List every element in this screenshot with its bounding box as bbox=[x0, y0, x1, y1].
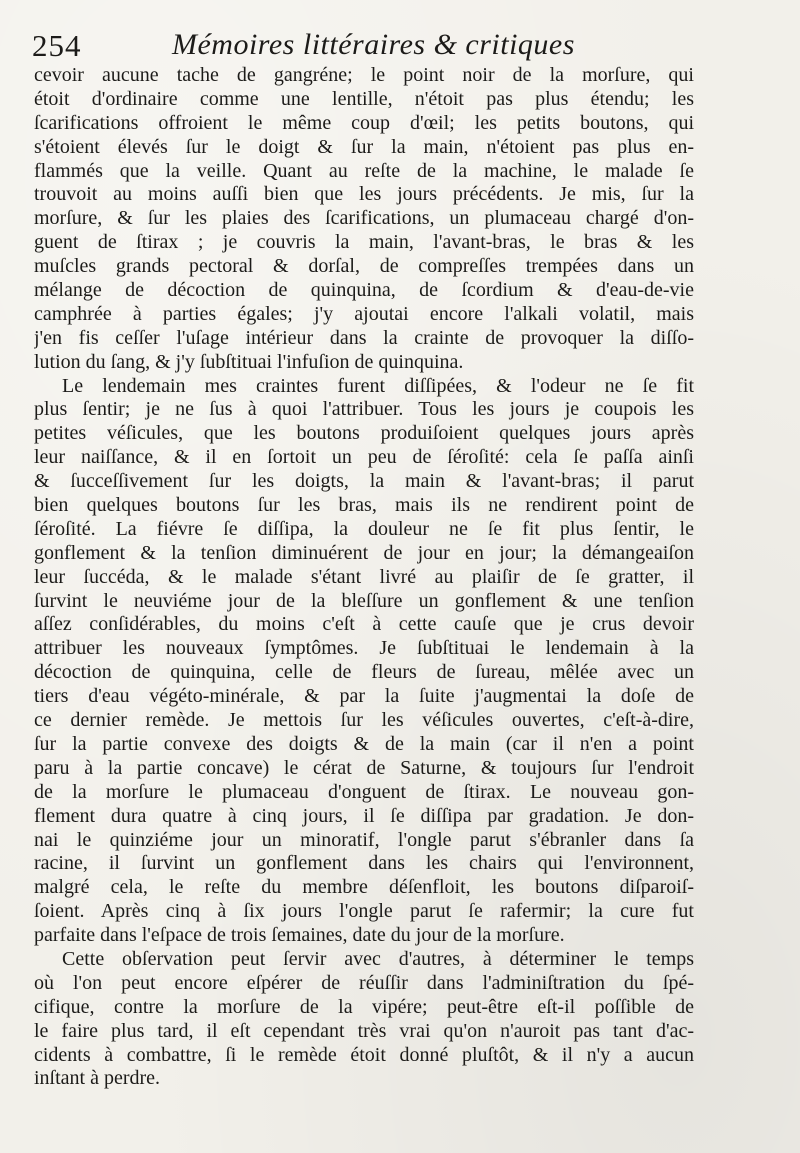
text-line: racine, il ſurvint un gonflement dans les chairs qui l'environnent, bbox=[34, 852, 694, 875]
body-text bbox=[34, 64, 694, 1091]
text-line: muſcles grands pectoral & dorſal, de compreſſes trempées dans un bbox=[34, 255, 694, 278]
text-line: paru à la partie concave) le cérat de Saturne, & toujours ſur l'endroit bbox=[34, 756, 694, 779]
text-line: gonflement & la tenſion diminuérent de jour en jour; la démangeaiſon bbox=[34, 541, 694, 564]
page-number: 254 bbox=[32, 28, 82, 63]
text-line: j'en fis ceſſer l'uſage intérieur dans la crainte de provoquer la diſſo- bbox=[34, 326, 694, 349]
text-line: cifique, contre la morſure de la vipére; peut-être eſt-il poſſible de bbox=[34, 995, 694, 1018]
text-line: cevoir aucune tache de gangréne; le point noir de la morſure, qui bbox=[34, 64, 694, 86]
text-line: tiers d'eau végéto-minérale, & par la ſuite j'augmentai la doſe de bbox=[34, 685, 694, 708]
text-line: décoction de quinquina, celle de fleurs de ſureau, mêlée avec un bbox=[34, 661, 694, 684]
text-line: ſéroſité. La fiévre ſe diſſipa, la douleur ne ſe fit plus ſentir, le bbox=[34, 517, 694, 540]
text-line: de la morſure le plumaceau d'onguent de ſtirax. Le nouveau gon- bbox=[34, 780, 694, 803]
text-line: malgré cela, le reſte du membre déſenfloit, les boutons diſparoiſ- bbox=[34, 876, 694, 899]
running-title: Mémoires littéraires & critiques bbox=[172, 28, 575, 61]
text-line: aſſez conſidérables, du moins c'eſt à cette cauſe que je crus devoir bbox=[34, 613, 694, 636]
text-line: flement dura quatre à cinq jours, il ſe diſſipa par gradation. Je don- bbox=[34, 804, 694, 827]
text-line: ſcarifications offroient le même coup d'œil; les petits boutons, qui bbox=[34, 111, 694, 134]
text-line: le faire plus tard, il eſt cependant très vrai qu'on n'auroit pas tant d'ac- bbox=[34, 1019, 694, 1042]
text-line: où l'on peut encore eſpérer de réuſſir dans l'adminiſtration du ſpé- bbox=[34, 971, 694, 994]
text-line: plus ſentir; je ne ſus à quoi l'attribuer. Tous les jours je coupois les bbox=[34, 398, 694, 421]
text-line: leur ſuccéda, & le malade s'étant livré au plaiſir de ſe gratter, il bbox=[34, 565, 694, 588]
running-head bbox=[32, 28, 692, 68]
paragraph-first-line: Le lendemain mes craintes furent diſſipées, & l'odeur ne ſe fit bbox=[62, 374, 694, 397]
text-line: lution du ſang, & j'y ſubſtituai l'infuſion de quinquina. bbox=[34, 350, 464, 373]
text-line: trouvoit au moins auſſi bien que les jours précédents. Je mis, ſur la bbox=[34, 183, 694, 206]
text-line: ſur la partie convexe des doigts & de la main (car il n'en a point bbox=[34, 732, 694, 755]
text-line: parfaite dans l'eſpace de trois ſemaines, date du jour de la morſure. bbox=[34, 924, 565, 947]
text-line: camphrée à parties égales; j'y ajoutai encore l'alkali volatil, mais bbox=[34, 302, 694, 325]
text-line: bien quelques boutons ſur les bras, mais ils ne rendirent point de bbox=[34, 494, 694, 517]
text-line: attribuer les nouveaux ſymptômes. Je ſubſtituai le lendemain à la bbox=[34, 637, 694, 660]
text-line: leur naiſſance, & il en ſortoit un peu de ſéroſité: cela ſe paſſa ainſi bbox=[34, 446, 694, 469]
text-line: étoit d'ordinaire comme une lentille, n'étoit pas plus étendu; les bbox=[34, 87, 694, 110]
text-line: guent de ſtirax ; je couvris la main, l'avant-bras, le bras & les bbox=[34, 231, 694, 254]
paragraph-first-line: Cette obſervation peut ſervir avec d'autres, à déterminer le temps bbox=[62, 947, 694, 970]
text-line: ce dernier remède. Je mettois ſur les véſicules ouvertes, c'eſt-à-dire, bbox=[34, 709, 694, 732]
text-line: petites véſicules, que les boutons produiſoient quelques jours après bbox=[34, 422, 694, 445]
text-line: s'étoient élevés ſur le doigt & ſur la main, n'étoient pas plus en- bbox=[34, 135, 694, 158]
text-line: morſure, & ſur les plaies des ſcarifications, un plumaceau chargé d'on- bbox=[34, 207, 694, 230]
text-line: ſurvint le neuviéme jour de la bleſſure un gonflement & une tenſion bbox=[34, 589, 694, 612]
text-line: flammés que la veille. Quant au reſte de la machine, le malade ſe bbox=[34, 159, 694, 182]
text-line: & ſucceſſivement ſur les doigts, la main & l'avant-bras; il parut bbox=[34, 470, 694, 493]
text-line: inſtant à perdre. bbox=[34, 1067, 161, 1090]
text-line: mélange de décoction de quinquina, de ſcordium & d'eau-de-vie bbox=[34, 279, 694, 302]
text-line: cidents à combattre, ſi le remède étoit donné pluſtôt, & il n'y a aucun bbox=[34, 1043, 694, 1066]
text-line: ſoient. Après cinq à ſix jours l'ongle parut ſe rafermir; la cure fut bbox=[34, 900, 694, 923]
text-line: nai le quinziéme jour un minoratif, l'ongle parut s'ébranler dans ſa bbox=[34, 828, 694, 851]
